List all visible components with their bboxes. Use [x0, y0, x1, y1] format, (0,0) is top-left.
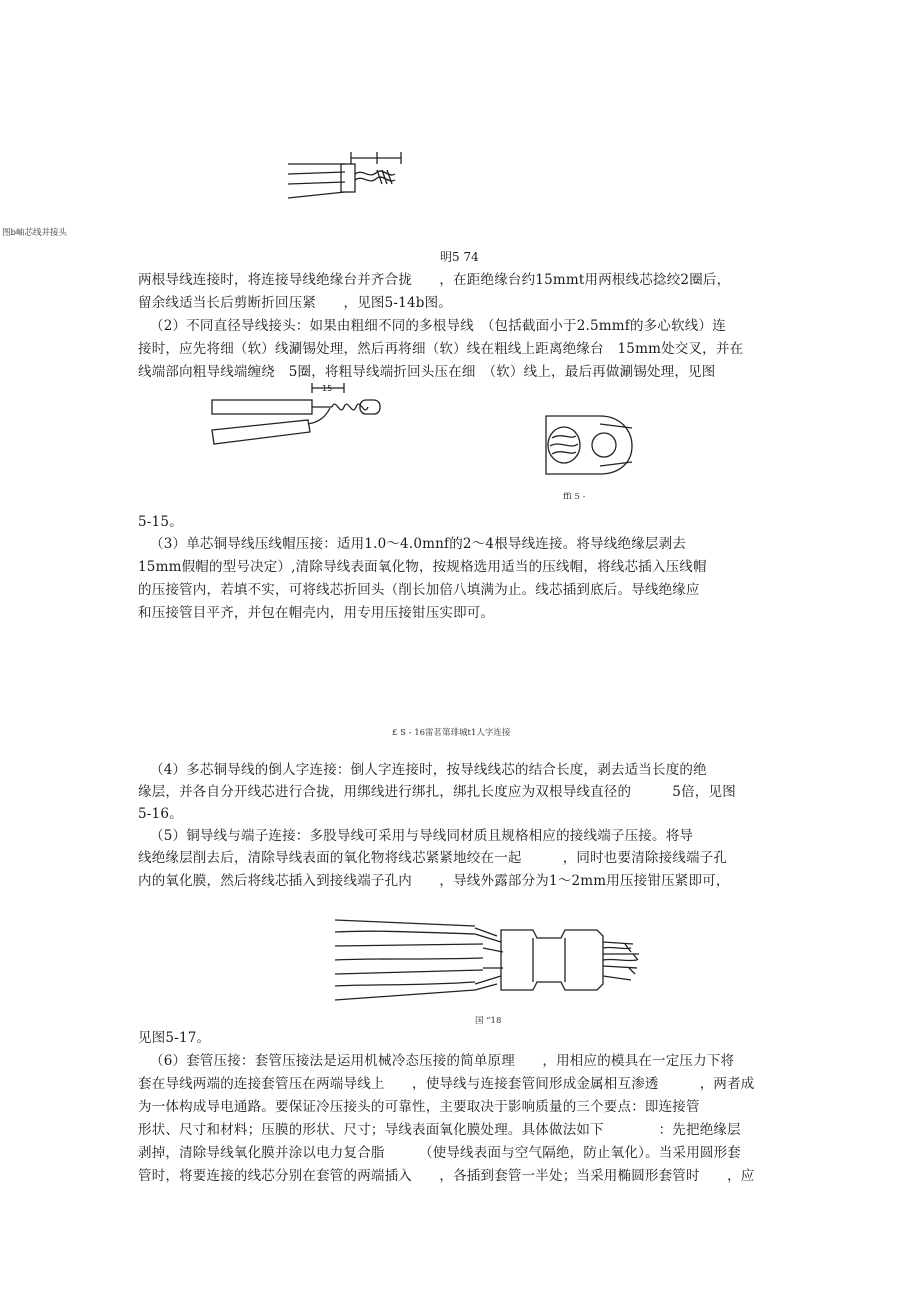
- paragraph-line: 内的氧化膜，然后将线芯插入到接线端子孔内 ，导线外露部分为1～2mm用压接钳压紧即可，: [138, 873, 730, 889]
- paragraph-line: （2）不同直径导线接头：如果由粗细不同的多根导线 （包括截面小于2.5mmf的多心软线）连: [150, 318, 726, 334]
- paragraph-line: 缘层，并各自分开线芯进行合拢，用绑线进行绑扎，绑扎长度应为双根导线直径的 5倍，见图: [138, 784, 736, 800]
- paragraph-line: 和压接管目平齐，并包在帽壳内，用专用压接钳压实即可。: [138, 605, 495, 621]
- paragraph-line: 线绝缘层削去后，清除导线表面的氧化物将线芯紧紧地绞在一起 ，同时也要清除接线端子孔: [138, 850, 728, 866]
- figure-caption-5-16: £ S - 16雷茗第琲城t1人字连接: [392, 728, 511, 738]
- figure-caption-5-15: ffi 5 -: [563, 492, 586, 502]
- paragraph-line: 15mm假帽的型号决定）,清除导线表面氧化物，按规格选用适当的压线帽，将线芯插入压线帽: [138, 559, 707, 575]
- paragraph-line: 剥掉，清除导线氧化膜并涂以电力复合脂 （使导线表面与空气隔绝，防止氧化）。当采用圆形套: [138, 1145, 741, 1161]
- dimension-label: 15: [322, 384, 333, 393]
- paragraph-line: 留余线适当长后剪断折回压紧 ，见图5-14b图。: [138, 295, 452, 311]
- paragraph-line: （5）铜导线与端子连接：多股导线可采用与导线同材质且规格相应的接线端子压接。将导: [150, 828, 694, 844]
- paragraph-line: 管时，将要连接的线芯分别在套管的两端插入 ，各插到套管一半处；当采用椭圆形套管时 ，应: [138, 1168, 755, 1184]
- paragraph-line: 形状、尺寸和材料；压膜的形状、尺寸；导线表面氧化膜处理。具体做法如下 ：先把绝缘层: [138, 1122, 741, 1138]
- figure-5-15-terminal: [538, 410, 638, 480]
- paragraph-line: 5-16。: [138, 806, 183, 822]
- figure-side-caption: 图b岫芯线并接头: [2, 228, 67, 238]
- paragraph-line: 两根导线连接时，将连接导线绝缘台并齐合拢 ，在距绝缘台约15mmt用两根线芯捻绞2圈后，: [138, 272, 731, 288]
- figure-5-17-sleeve-crimp: [333, 914, 663, 1006]
- paragraph-line: 为一体构成导电通路。要保证冷压接头的可靠性，主要取决于影响质量的三个要点：即连接管: [138, 1099, 700, 1115]
- paragraph-line: 接时，应先将细（软）线涮锡处理，然后再将细（软）线在粗线上距离绝缘台 15mm处交叉，并在: [138, 341, 744, 357]
- paragraph-line: （3）单芯铜导线压线帽压接：适用1.0～4.0mnf的2～4根导线连接。将导线绝缘层剥去: [150, 536, 686, 552]
- paragraph-line: （4）多芯铜导线的倒人字连接：倒人字连接时，按导线线芯的结合长度，剥去适当长度的绝: [150, 762, 707, 778]
- figure-caption-5-17: 国 “18: [475, 1016, 502, 1026]
- paragraph-line: （6）套管压接：套管压接法是运用机械冷态压接的简单原理 ，用相应的模具在一定压力下将: [150, 1053, 735, 1069]
- paragraph-line: 线端部向粗导线端缠绕 5圈，将粗导线端折回头压在细 （软）线上，最后再做涮锡处理，见图: [138, 364, 716, 380]
- figure-5-15-diameter-splice: [208, 380, 388, 450]
- paragraph-line: 的压接管内，若填不实，可将线芯折回头（削长加倍八填满为止。线芯插到底后。导线绝缘应: [138, 582, 700, 598]
- figure-caption-5-14: 明5 74: [440, 250, 479, 264]
- figure-5-14-wire-splice: [285, 150, 415, 210]
- paragraph-line: 见图5-17。: [138, 1030, 211, 1046]
- paragraph-line: 套在导线两端的连接套管压在两端导线上 ，使导线与连接套管间形成金属相互渗透 ，两者成: [138, 1076, 755, 1092]
- paragraph-line: 5-15。: [138, 514, 183, 530]
